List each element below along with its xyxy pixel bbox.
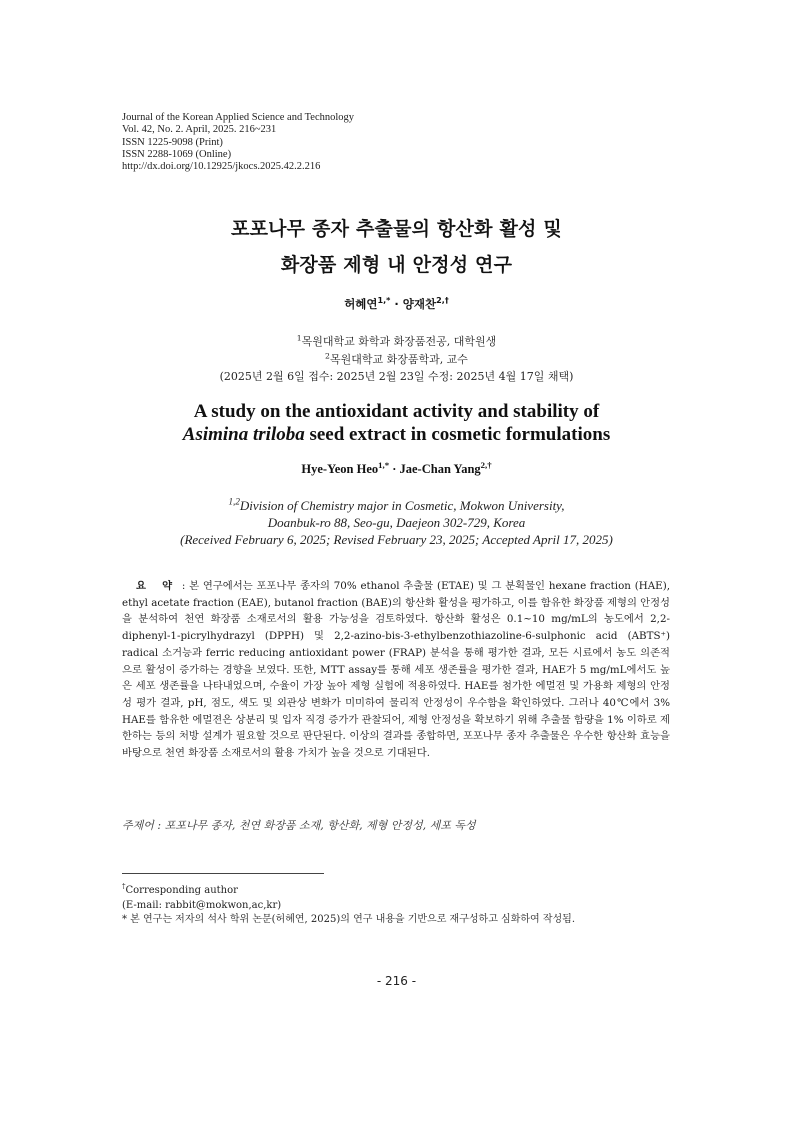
thesis-note: * 본 연구는 저자의 석사 학위 논문(허혜연, 2025)의 연구 내용을 기반으로 재구성하고 심화하여 작성됨. <box>122 914 576 925</box>
abstract <box>122 578 670 762</box>
issn-online: ISSN 2288-1069 (Online) <box>122 148 232 160</box>
korean-dates: (2025년 2월 6일 접수: 2025년 2월 23일 수정: 2025년 4월 17일 채택) <box>219 370 574 383</box>
korean-aff2-text: 목원대학교 화장품학과, 교수 <box>329 353 468 366</box>
footnote-divider <box>122 873 324 874</box>
english-dates: (Received February 6, 2025; Revised February 23, 2025; Accepted April 17, 2025) <box>180 532 613 547</box>
english-title-species: Asimina triloba <box>182 424 305 445</box>
korean-author-separator: · <box>390 297 403 311</box>
korean-author2: 양재찬 <box>402 297 437 311</box>
doi-link[interactable]: http://dx.doi.org/10.12925/jkocs.2025.42.2.216 <box>122 161 321 173</box>
corresponding-author <box>122 884 575 899</box>
abstract-label: 요 약 <box>136 580 179 592</box>
corresponding-mark: † <box>122 882 126 891</box>
english-aff-text1: Division of Chemistry major in Cosmetic, Mokwon University, <box>239 498 565 513</box>
korean-aff2-sup: 2 <box>325 351 330 361</box>
korean-aff1-sup: 1 <box>296 333 302 343</box>
page-number: - 216 - <box>376 974 417 988</box>
korean-title-line1: 포포나무 종자 추출물의 항산화 활성 및 <box>231 218 562 240</box>
korean-affiliation-2 <box>0 351 793 367</box>
english-author2-sup: 2,† <box>480 459 492 470</box>
issn-print: ISSN 1225-9098 (Print) <box>122 136 223 148</box>
korean-affiliation-1 <box>0 333 793 349</box>
korean-authors <box>0 296 793 312</box>
keywords: 주제어 : 포포나무 종자, 천연 화장품 소재, 항산화, 제형 안정성, 세포 독성 <box>122 819 476 832</box>
english-authors <box>0 459 793 477</box>
corresponding-label: Corresponding author <box>125 885 238 896</box>
corresponding-email[interactable]: (E-mail: rabbit@mokwon,ac,kr) <box>122 899 282 911</box>
english-title-line2 <box>0 424 793 446</box>
english-author1-sup: 1,* <box>378 459 390 470</box>
english-author1: Hye-Yeon Heo <box>301 462 379 476</box>
english-affiliation-line2: Doanbuk-ro 88, Seo-gu, Daejeon 302-729, Korea <box>267 515 526 530</box>
english-title-line1: A study on the antioxidant activity and stability of <box>193 401 600 422</box>
journal-volume: Vol. 42, No. 2. April, 2025. 216~231 <box>122 124 277 136</box>
footnotes <box>122 884 575 928</box>
english-author-separator: · <box>389 462 400 476</box>
abstract-text: : 본 연구에서는 포포나무 종자의 70% ethanol 추출물 (ETAE) 및 그 분획물인 hexane fraction (HAE), ethyl acetate fraction (EAE), butanol fraction (BAE)의 항산화 활성을 평가하고, 이를 함유한 화장품 제형의 안정성을 분석하여 천연 화장품 소재로서의 활용 가능성을 검토하였다. 항산화 활성은 0.1~10 mg/mL의 농도에서 2,2-diphenyl-1-picrylhydrazyl (DPPH) 및 2,2-azino-bis-3-ethylbenzothiazoline-6-sulphonic acid (ABTS⁺) radical 소거능과 ferric reducing antioxidant power (FRAP) 분석을 통해 평가한 결과, 모든 시료에서 농도 의존적으로 활성이 증가하는 경향을 보였다. 또한, MTT assay를 통해 세포 생존률을 평가한 결과, HAE가 5 mg/mL에서도 높은 세포 생존률을 나타내었으며, 수율이 가장 높아 제형 실험에 적용하였다. HAE를 첨가한 에멀젼 및 가용화 제형의 안정성 평가 결과, pH, 점도, 색도 및 외관상 변화가 미미하여 물리적 안정성이 우수함을 확인하였다. 그러나 40℃에서 3% HAE를 함유한 에멀젼은 상분리 및 입자 직경 증가가 관찰되어, 제형 안정성을 확보하기 위해 추출물 함량을 1% 이하로 제한하는 등의 처방 설계가 필요할 것으로 판단된다. 이상의 결과를 종합하면, 포포나무 종자 추출물은 우수한 항산화 효능을 바탕으로 천연 화장품 소재로서의 활용 가치가 높을 것으로 기대된다. <box>122 580 671 760</box>
korean-title-line2: 화장품 제형 내 안정성 연구 <box>280 254 513 276</box>
english-aff-sup: 1,2 <box>228 496 240 507</box>
korean-aff1-text: 목원대학교 화학과 화장품전공, 대학원생 <box>301 335 497 348</box>
english-title-rest: seed extract in cosmetic formulations <box>304 424 611 445</box>
journal-name: Journal of the Korean Applied Science and Technology <box>122 112 355 123</box>
english-author2: Jae-Chan Yang <box>399 462 481 476</box>
korean-author2-sup: 2,† <box>436 296 449 306</box>
journal-header <box>122 112 354 173</box>
english-affiliation-line1 <box>0 498 793 514</box>
korean-author1-sup: 1,* <box>377 296 391 306</box>
korean-author1: 허혜연 <box>344 297 378 311</box>
